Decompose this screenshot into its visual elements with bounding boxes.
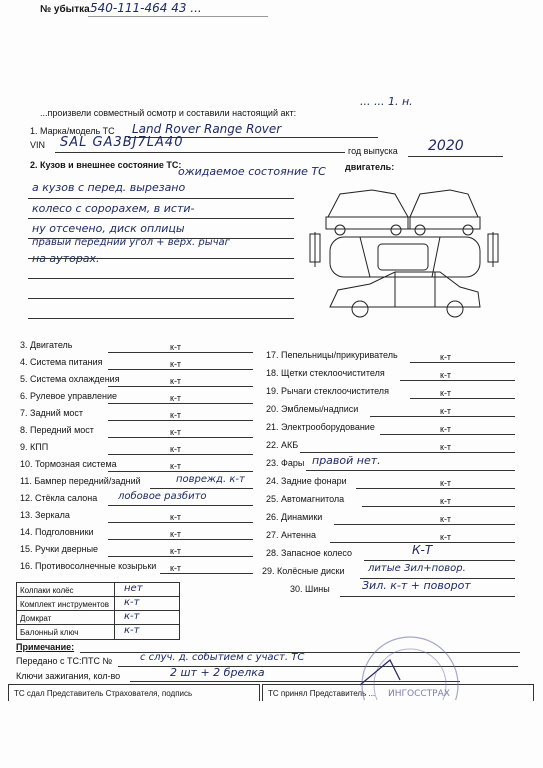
table-label-2: Домкрат [20, 614, 52, 623]
item-28-label: 28. Запасное колесо [266, 548, 353, 558]
engine-label: двигатель: [345, 162, 395, 172]
item-10-mark: к-т [170, 461, 182, 471]
item-16-label: 16. Противосолнечные козырьки [20, 561, 157, 571]
pts-label: Передано с ТС:ПТС № [16, 656, 113, 666]
item-19-mark: к-т [440, 388, 452, 398]
item-14-mark: к-т [170, 529, 182, 539]
car-front-view [328, 190, 408, 217]
year-value: 2020 [428, 138, 464, 154]
item-22-mark: к-т [440, 442, 452, 452]
note-line-5 [28, 278, 294, 279]
left-line-4 [108, 369, 253, 370]
item-20-mark: к-т [440, 406, 452, 416]
note-line-3 [28, 238, 294, 239]
right-line-27 [330, 542, 515, 543]
left-line-15 [108, 556, 253, 557]
item-23-label: 23. Фары [266, 458, 305, 468]
vin-value: SAL GA3BJ7LA40 [60, 135, 184, 150]
note-line-7 [28, 318, 294, 319]
left-line-11 [150, 488, 253, 489]
item-29-label: 29. Колёсные диски [262, 566, 345, 576]
table-mark-0: нет [124, 583, 143, 594]
right-line-21 [380, 434, 515, 435]
item-26-mark: к-т [440, 514, 452, 524]
car-rear-view [410, 190, 478, 217]
item-18-label: 18. Щетки стеклоочистителя [266, 368, 385, 378]
right-line-18 [400, 380, 515, 381]
table-mark-2: к-т [124, 611, 140, 622]
right-line-26 [334, 524, 515, 525]
left-line-8 [108, 437, 253, 438]
left-line-12 [108, 505, 253, 506]
vin-underline [55, 152, 345, 153]
item-27-mark: к-т [440, 532, 452, 542]
left-line-3 [108, 352, 253, 353]
vin-label: VIN [30, 140, 46, 150]
item-17-mark: к-т [440, 352, 452, 362]
item-16-mark: к-т [170, 563, 182, 573]
received-label: ТС принял Представитель ... [268, 689, 376, 698]
left-line-14 [108, 539, 253, 540]
table-label-1: Комплект инструментов [20, 600, 109, 609]
intro-handwriting: ... ... 1. н. [360, 95, 413, 108]
item-24-mark: к-т [440, 478, 452, 488]
item-26-label: 26. Динамики [266, 512, 323, 522]
item-3-label: 3. Двигатель [20, 340, 73, 350]
claim-number-value: 540-111-464 43 ... [90, 1, 202, 15]
item-24-label: 24. Задние фонари [266, 476, 347, 486]
item-13-mark: к-т [170, 512, 182, 522]
keys-label: Ключи зажигания, кол-во [16, 671, 121, 681]
table-label-3: Балонный ключ [20, 628, 79, 637]
item-12-mark: лобовое разбито [118, 491, 207, 502]
item-20-label: 20. Эмблемы/надписи [266, 404, 359, 414]
body-note-4: правый передний угол + верх. рычаг [32, 237, 230, 248]
item-11-label: 11. Бампер передний/задний [20, 476, 141, 486]
note-line-2 [28, 218, 294, 219]
item-30-label: 30. Шины [290, 584, 330, 594]
left-line-16 [160, 573, 253, 574]
make-value: Land Rover Range Rover [132, 122, 282, 136]
item-30-mark: Зил. к-т + поворот [362, 579, 471, 592]
table-row-line-2 [16, 610, 180, 611]
right-line-17 [410, 362, 515, 363]
right-line-24 [356, 488, 515, 489]
right-line-25 [362, 506, 515, 507]
item-14-label: 14. Подголовники [20, 527, 94, 537]
right-line-19 [410, 398, 515, 399]
item-4-label: 4. Система питания [20, 357, 103, 367]
item-9-mark: к-т [170, 444, 182, 454]
note-line-4 [28, 258, 294, 259]
item-15-mark: к-т [170, 546, 182, 556]
body-note-2: колесо с сорорахем, в исти- [32, 202, 195, 215]
body-note-0: ожидаемое состояние ТС [178, 165, 326, 178]
item-11-mark: поврежд. к-т [176, 474, 245, 485]
item-28-mark: К-Т [412, 543, 433, 557]
item-6-label: 6. Рулевое управление [20, 391, 117, 401]
body-note-1: а кузов с перед. вырезано [32, 181, 186, 194]
left-line-6 [108, 403, 253, 404]
year-underline [408, 156, 503, 157]
right-line-20 [370, 416, 515, 417]
intro-text: ...произвели совместный осмотр и составили настоящий акт: [40, 108, 297, 118]
right-line-30 [340, 596, 515, 597]
left-line-7 [108, 420, 253, 421]
item-10-label: 10. Тормозная система [20, 459, 117, 469]
item-12-label: 12. Стёкла салона [20, 493, 98, 503]
item-7-mark: к-т [170, 410, 182, 420]
car-damage-diagram [300, 172, 515, 322]
year-label: год выпуска [348, 146, 398, 156]
body-label: 2. Кузов и внешнее состояние ТС: [30, 160, 182, 170]
item-8-label: 8. Передний мост [20, 425, 94, 435]
item-17-label: 17. Пепельницы/прикуриватель [266, 350, 398, 360]
item-9-label: 9. КПП [20, 442, 49, 452]
right-line-29 [360, 578, 515, 579]
item-25-label: 25. Автомагнитола [266, 494, 345, 504]
table-row-line-1 [16, 596, 180, 597]
pts-value: с случ. д. событием с участ. ТС [140, 652, 305, 663]
item-4-mark: к-т [170, 359, 182, 369]
stamp-text: ИНГОССТРАХ [388, 689, 450, 699]
item-5-label: 5. Система охлаждения [20, 374, 120, 384]
item-19-label: 19. Рычаги стеклоочистителя [266, 386, 389, 396]
left-line-10 [108, 471, 253, 472]
item-6-mark: к-т [170, 393, 182, 403]
item-18-mark: к-т [440, 370, 452, 380]
right-line-28 [364, 560, 515, 561]
item-13-label: 13. Зеркала [20, 510, 70, 520]
item-22-label: 22. АКБ [266, 440, 299, 450]
right-line-22 [300, 452, 515, 453]
item-21-label: 21. Электрооборудование [266, 422, 375, 432]
left-line-13 [108, 522, 253, 523]
item-3-mark: к-т [170, 342, 182, 352]
claim-number-label: № убытка [40, 4, 90, 15]
item-21-mark: к-т [440, 424, 452, 434]
claim-underline [88, 16, 268, 17]
table-row-line-3 [16, 624, 180, 625]
item-7-label: 7. Задний мост [20, 408, 84, 418]
make-label: 1. Марка/модель ТС [30, 126, 115, 136]
body-note-3: ну отсечено, диск оплицы [32, 222, 185, 235]
note-label: Примечание: [16, 642, 75, 652]
item-25-mark: к-т [440, 496, 452, 506]
note-line-6 [28, 298, 294, 299]
handed-label: ТС сдал Представитель Страхователя, подпись [14, 689, 193, 698]
table-mark-3: к-т [124, 625, 140, 636]
item-15-label: 15. Ручки дверные [20, 544, 99, 554]
table-mark-1: к-т [124, 597, 140, 608]
right-line-23 [306, 470, 515, 471]
body-note-5: на ауторах. [32, 252, 100, 265]
item-29-mark: литые Зил+повор. [368, 563, 466, 574]
table-label-0: Колпаки колёс [20, 586, 74, 595]
keys-value: 2 шт + 2 брелка [170, 666, 265, 679]
item-27-label: 27. Антенна [266, 530, 316, 540]
item-8-mark: к-т [170, 427, 182, 437]
left-line-9 [108, 454, 253, 455]
car-top-view [330, 237, 480, 277]
item-23-mark: правой нет. [312, 454, 381, 467]
left-line-5 [108, 386, 253, 387]
note-line-1 [28, 198, 294, 199]
company-stamp [340, 630, 460, 700]
accessories-table-divider [114, 582, 115, 640]
item-5-mark: к-т [170, 376, 182, 386]
